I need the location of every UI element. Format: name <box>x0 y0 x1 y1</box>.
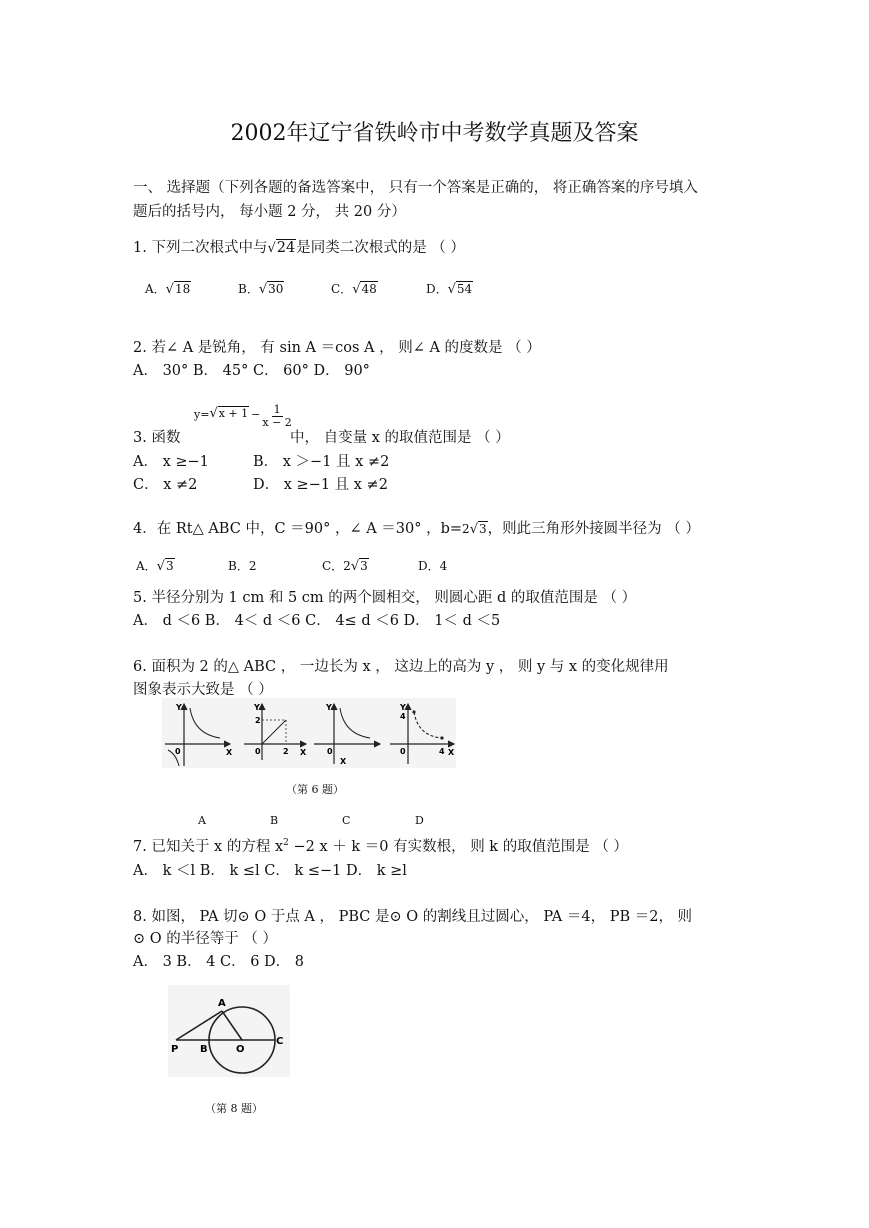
q4-option-b: B．2 <box>228 559 257 573</box>
q4-option-a: A．√3 <box>136 559 174 574</box>
question-7: 7. 已知关于 x 的方程 $x^2 -2$ x ＋ k ＝0 有实数根， 则 k 的取值范围是 （ ） <box>133 838 628 855</box>
q2-options: A． 30° B． 45° C． 60° D． 90° <box>133 363 370 379</box>
q1-option-c: C．√48 <box>331 282 377 297</box>
graph-d-y-value: 4 <box>400 712 406 721</box>
graph-b-y-value: 2 <box>255 716 261 725</box>
graph-c-origin: 0 <box>327 747 333 756</box>
section-heading-line1: 一、 选择题（下列各题的备选答案中， 只有一个答案是正确的， 将正确答案的序号填入 <box>133 180 698 196</box>
point-p-label: P <box>171 1044 179 1055</box>
q1-prefix: 1. 下列二次根式中与 <box>133 240 268 256</box>
q7-options: A． k ＜l B． k ≤l C． k ≤−1 D． k ≥l <box>133 863 407 879</box>
q6-figure <box>162 698 456 768</box>
point-o-label: O <box>236 1044 245 1055</box>
graph-a-origin: 0 <box>175 747 181 756</box>
q3-prefix: 3. 函数 <box>133 430 181 446</box>
point-b-label: B <box>200 1044 208 1055</box>
q6-caption: （第 6 题） <box>286 783 344 796</box>
graph-d-x-label: X <box>448 748 455 757</box>
graph-b-y-label: Y <box>254 703 260 712</box>
q1-option-d: D．√54 <box>426 282 473 297</box>
q8-caption: （第 8 题） <box>205 1102 263 1115</box>
graph-a-y-label: Y <box>176 703 182 712</box>
q6-label-d: D <box>415 814 424 827</box>
graph-b-x-value: 2 <box>283 747 289 756</box>
question-8-line2: ⊙ O 的半径等于 （ ） <box>133 931 277 947</box>
graph-b-origin: 0 <box>255 747 261 756</box>
q3-suffix: 中， 自变量 x 的取值范围是 （ ） <box>290 430 510 446</box>
q3-option-d: D． x ≥−1 且 x ≠2 <box>253 477 388 493</box>
question-6-line1: 6. 面积为 2 的△ ABC ， 一边长为 x ， 这边上的高为 y ， 则 y 与 x 的变化规律用 <box>133 659 669 675</box>
graph-b-x-label: X <box>300 748 307 757</box>
q8-figure <box>168 985 290 1077</box>
section-heading-line2: 题后的括号内， 每小题 2 分， 共 20 分） <box>133 204 406 220</box>
q1-sqrt: √24 <box>267 240 296 256</box>
graph-a <box>165 703 233 766</box>
q1-option-b: B．√30 <box>238 282 284 297</box>
q3-formula: y=√x + 1 − $\frac{1}{x - 2}$ <box>194 403 292 429</box>
question-5: 5. 半径分别为 1 cm 和 5 cm 的两个圆相交， 则圆心距 d 的取值范围是 （ ） <box>133 590 637 606</box>
q6-label-b: B <box>270 814 279 827</box>
graph-b <box>244 703 307 760</box>
graph-a-x-label: X <box>226 748 233 757</box>
q3-option-c: C． x ≠2 <box>133 477 198 493</box>
page-title: 2002年辽宁省铁岭市中考数学真题及答案 <box>230 121 639 146</box>
point-c-label: C <box>276 1036 284 1047</box>
q1-option-a: A．√18 <box>145 282 191 297</box>
graph-d-origin: 0 <box>400 747 406 756</box>
graph-d <box>390 703 455 764</box>
q6-label-a: A <box>198 814 206 827</box>
question-4: 4．在 Rt△ ABC 中，C ＝90° ，∠ A ＝30° ，b=2√3，则此三角形外接圆半径为 （ ） <box>133 521 700 537</box>
q4-option-d: D．4 <box>418 559 448 573</box>
question-2: 2. 若∠ A 是锐角， 有 sin A ＝cos A ， 则∠ A 的度数是 （ ） <box>133 340 541 356</box>
q6-label-c: C <box>342 814 351 827</box>
point-a-label: A <box>218 998 226 1009</box>
q1-suffix: 是同类二次根式的是 （ ） <box>296 240 465 256</box>
graph-c-y-label: Y <box>326 703 332 712</box>
graph-d-x-value: 4 <box>439 747 445 756</box>
question-8-line1: 8. 如图， PA 切⊙ O 于点 A ， PBC 是⊙ O 的割线且过圆心， PA ＝4， PB ＝2， 则 <box>133 909 693 925</box>
graph-c-x-label: X <box>340 757 347 766</box>
graph-c <box>314 703 380 766</box>
q5-options: A． d ＜6 B． 4＜ d ＜6 C． 4≤ d ＜6 D． 1＜ d ＜5 <box>133 613 501 629</box>
question-1 <box>133 236 465 257</box>
q6-graphs <box>162 698 456 768</box>
q4-option-c: C．2√3 <box>322 559 368 574</box>
question-6-line2: 图象表示大致是 （ ） <box>133 682 273 698</box>
q8-options: A． 3 B． 4 C． 6 D． 8 <box>133 954 305 970</box>
q3-option-b: B． x ＞−1 且 x ≠2 <box>253 454 390 470</box>
graph-d-y-label: Y <box>400 703 406 712</box>
q8-diagram <box>168 985 290 1077</box>
q3-option-a: A． x ≥−1 <box>133 454 209 470</box>
